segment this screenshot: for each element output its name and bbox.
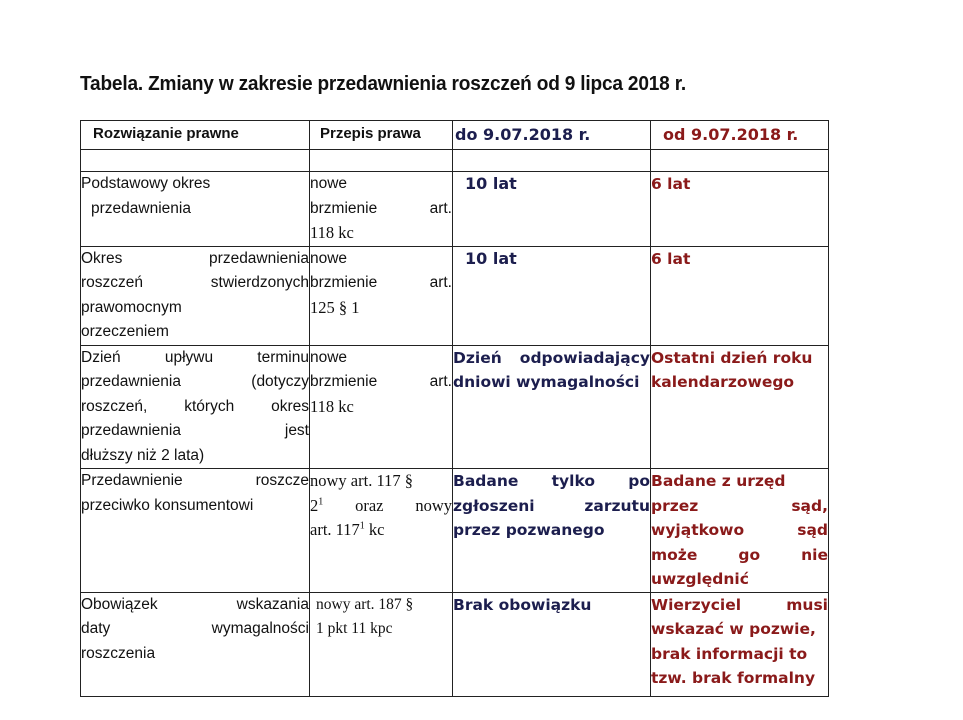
after-line: brak informacji to <box>651 644 808 663</box>
after-line: kalendarzowego <box>651 373 795 391</box>
provision-text: nowy art. 117 § <box>310 471 413 490</box>
provision-text: kc <box>364 520 385 539</box>
spacer-cell <box>310 150 453 172</box>
before-value-cell <box>453 469 651 593</box>
provision-line: brzmienie art. <box>310 373 452 390</box>
provision-cell <box>310 246 453 345</box>
solution-cell <box>81 345 310 469</box>
provision-line: 125 § 1 <box>310 297 360 317</box>
spacer-cell <box>81 150 310 172</box>
before-line: Badane tylko po <box>453 472 650 490</box>
solution-cell <box>81 469 310 593</box>
table-row <box>81 172 829 247</box>
solution-line: roszczeń stwierdzonych <box>81 274 309 291</box>
solution-line: orzeczeniem <box>81 323 169 340</box>
solution-line: Przedawnienie roszcze <box>81 472 309 489</box>
after-value-cell: 6 lat <box>651 246 829 345</box>
solution-line: Podstawowy okres <box>81 175 211 192</box>
table-spacer-row <box>81 150 829 172</box>
table-row <box>81 469 829 593</box>
after-value-cell <box>651 469 829 593</box>
after-line: wyjątkowo sąd <box>651 521 828 539</box>
superscript: 1 <box>359 520 365 532</box>
solution-line: przedawnienia jest <box>81 422 309 439</box>
provision-line: brzmienie art. <box>310 274 452 291</box>
solution-line: Okres przedawnienia <box>81 249 309 267</box>
before-line: zgłoszeni zarzutu <box>453 496 650 515</box>
provision-cell <box>310 172 453 247</box>
provision-line: 118 kc <box>310 396 354 416</box>
after-line: tzw. brak formalny <box>651 669 816 687</box>
provision-line: nowe <box>310 175 348 192</box>
after-value-cell: 6 lat <box>651 172 829 247</box>
header-before-date: do 9.07.2018 r. <box>453 121 651 150</box>
provision-line: nowy art. 187 § <box>316 595 414 613</box>
solution-line: przedawnienia <box>91 199 191 217</box>
table-header-row <box>81 121 829 150</box>
solution-line: roszczenia <box>81 644 156 662</box>
solution-line: przeciwko konsumentowi <box>81 496 254 514</box>
before-value-cell: 10 lat <box>453 172 651 247</box>
provision-cell <box>310 469 453 593</box>
after-line: Ostatni dzień roku <box>651 348 813 367</box>
after-line: Badane z urzęd <box>651 472 786 490</box>
spacer-cell <box>651 150 829 172</box>
solution-line: dłuższy niż 2 lata) <box>81 446 205 464</box>
limitation-changes-table <box>80 120 829 697</box>
provision-cell <box>310 345 453 469</box>
provision-line: brzmienie art. <box>310 199 452 217</box>
solution-line: Dzień upływu terminu <box>81 348 309 366</box>
provision-line <box>310 494 452 519</box>
before-line: Dzień odpowiadający <box>453 348 650 367</box>
solution-cell <box>81 172 310 247</box>
solution-line: roszczeń, których okres <box>81 397 309 415</box>
provision-text: 2 <box>310 495 319 515</box>
provision-line: nowe <box>310 348 348 366</box>
header-after-date: od 9.07.2018 r. <box>651 121 829 150</box>
after-line: uwzględnić <box>651 570 749 588</box>
header-legal-provision: Przepis prawa <box>310 121 453 150</box>
before-value-cell <box>453 345 651 469</box>
provision-line: 1 pkt 11 kpc <box>316 620 393 637</box>
after-line: wskazać w pozwie, <box>651 620 816 638</box>
provision-line: nowe <box>310 249 348 267</box>
after-value-cell <box>651 345 829 469</box>
provision-line <box>310 469 452 494</box>
before-line: dniowi wymagalności <box>453 373 640 391</box>
document-title: Tabela. Zmiany w zakresie przedawnienia roszczeń od 9 lipca 2018 r. <box>80 72 686 95</box>
solution-line: przedawnienia (dotyczy <box>81 373 309 390</box>
solution-cell <box>81 592 310 696</box>
solution-line: prawomocnym <box>81 298 182 316</box>
provision-text: oraz nowy <box>323 495 452 515</box>
solution-cell <box>81 246 310 345</box>
after-line: przez sąd, <box>651 496 828 515</box>
after-value-cell <box>651 592 829 696</box>
solution-line: daty wymagalności <box>81 620 309 637</box>
header-legal-solution: Rozwiązanie prawne <box>81 121 310 150</box>
provision-line <box>310 518 452 543</box>
before-value-cell: 10 lat <box>453 246 651 345</box>
before-value-cell <box>453 592 651 696</box>
superscript: 1 <box>318 496 324 507</box>
table-row <box>81 592 829 696</box>
table-row <box>81 246 829 345</box>
before-line: przez pozwanego <box>453 521 605 539</box>
before-line: Brak obowiązku <box>453 595 592 614</box>
provision-cell <box>310 592 453 696</box>
after-line: Wierzyciel musi <box>651 595 828 614</box>
table-row <box>81 345 829 469</box>
provision-text: art. 117 <box>310 520 360 539</box>
after-line: może go nie <box>651 545 828 564</box>
spacer-cell <box>453 150 651 172</box>
solution-line: Obowiązek wskazania <box>81 595 309 613</box>
provision-line: 118 kc <box>310 223 354 242</box>
